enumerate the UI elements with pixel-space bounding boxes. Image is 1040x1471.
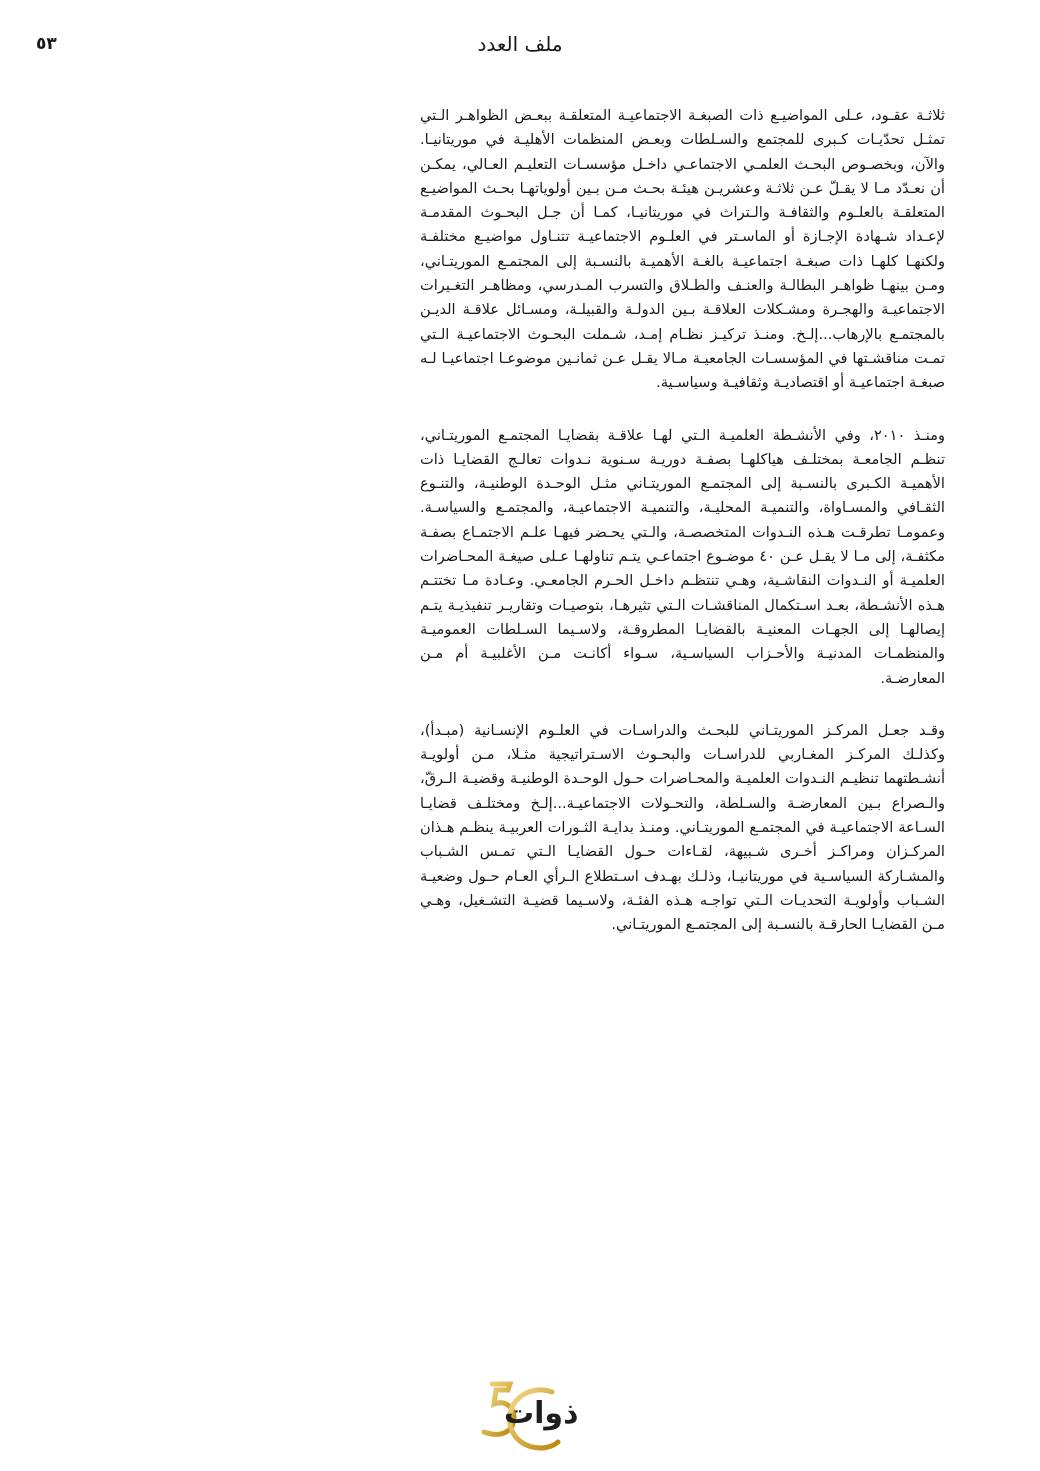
magazine-logo — [470, 1378, 620, 1458]
logo-wordmark: ذوات — [504, 1396, 579, 1431]
paragraph-1: ثلاثـة عقـود، عـلى المواضيـع ذات الصبغـة الاجتماعيـة المتعلقـة ببعـض الظواهـر الـتي تمثـل تحدّيـات كـبرى للمجتمع والسـلطات وبعـض المنظمات الأهليـة في موريتانيـا. والآن، وبخصـوص البحـث العلمـي الاجتماعـي داخـل مؤسسـات التعليـم العـالي، يمكـن أن نعـدّد مـا لا يقـلّ عـن ثلاثـة وعشريـن هيئـة بحـث مـن بـين أولوياتهـا بحـث المواضيـع المتعلقـة بالعلـوم والثقافـة والـتراث في موريتانيـا، كمـا أن جـل البحـوث المقدمـة لإعـداد شـهادة الإجـازة أو الماسـتر في العلـوم الاجتماعيـة تتنـاول مواضيـع مختلفـة ولكنهـا كلهـا ذات صبغـة اجتماعيـة بالغـة الأهميـة بالنسـبة إلى المجتمـع الموريتـاني، ومـن بينهـا ظواهـر البطالـة والعنـف والطـلاق والتسرب المـدرسي، ومظاهـر التغـيرات الاجتماعيـة والهجـرة ومشـكلات العلاقـة بـين الدولـة والقبيلـة، ومسـائل علاقـة الديـن بالمجتمـع بالإرهاب...إلـخ. ومنـذ تركيـز نظـام إمـد، شـملت البحـوث الاجتماعيـة الـتي تمـت مناقشـتها في المؤسسـات الجامعيـة مـالا يقـل عـن ثمانـين موضوعـا اجتماعيـا لـه صبغـة اجتماعيـة أو اقتصاديـة وثقافيـة وسياسـية. — [420, 107, 945, 392]
page-number: ٥٣ — [36, 34, 57, 54]
article-body — [420, 104, 945, 966]
section-title: ملف العدد — [477, 32, 563, 56]
paragraph-3: وقـد جعـل المركـز الموريتـاني للبحـث والدراسـات في العلـوم الإنسـانية (مبـدأ)، وكذلـك المركـز المغـاربي للدراسـات والبحـوث الاسـتراتيجية مثـلا، مـن أولويـة أنشـطتهما تنظيـم النـدوات العلميـة والمحـاضرات حـول الوحـدة الوطنيـة وقضيـة الـرقّ، والـصراع بـين المعارضـة والسـلطة، والتحـولات الاجتماعيـة...إلـخ ومختلـف قضايـا السـاعة الاجتماعيـة في المجتمـع الموريتـاني. ومنـذ بدايـة الثـورات العربيـة ينظـم هـذان المركـزان ومراكـز أخـرى شـبيهة، لقـاءات حـول القضايـا الـتي تمـس الشـباب والمشـاركة السياسـية في موريتانيـا، وذلـك بهـدف اسـتطلاع الـرأي العـام حـول وضعيـة الشـباب وأولويـة التحديـات الـتي تواجـه هـذه الفئـة، ولاسـيما قضيـة التشـغيل، وهـي مـن القضايـا الحارقـة بالنسـبة إلى المجتمـع الموريتـاني. — [420, 721, 945, 934]
paragraph-2: ومنـذ ٢٠١٠، وفي الأنشـطة العلميـة الـتي لهـا علاقـة بقضايـا المجتمـع الموريتـاني، تنظـم الجامعـة بمختلـف هياكلهـا بصفـة دوريـة سـنوية نـدوات تعالـج القضايـا ذات الأهميـة الكـبرى بالنسـبة إلى المجتمـع الموريتـاني مثـل الوحـدة الوطنيـة، والتنـوع الثقـافي والمسـاواة، والتنميـة المحليـة، والتنميـة الاجتماعيـة، والمجتمـع والسياسـة. وعمومـا تطرقـت هـذه النـدوات المتخصصـة، والـتي يحـضر فيهـا علـم الاجتمـاع بصفـة مكثفـة، إلى مـا لا يقـل عـن ٤٠ موضـوع اجتماعـي يتـم تناولهـا عـلى صيغـة المحـاضرات العلميـة أو النـدوات النقاشـية، وهـي تنتظـم داخـل الحـرم الجامعـي. وعـادة مـا تختتـم هـذه الأنشـطة، بعـد اسـتكمال المناقشـات الـتي تثيرهـا، بتوصيـات وتقاريـر تنفيذيـة يتـم إيصالهـا إلى الجهـات المعنيـة بالقضايـا المطروقـة، ولاسـيما السـلطات العموميـة والمنظمـات المدنيـة والأحـزاب السياسـية، سـواء أكانـت مـن الأغلبيـة أم مـن المعارضـة. — [420, 426, 945, 687]
